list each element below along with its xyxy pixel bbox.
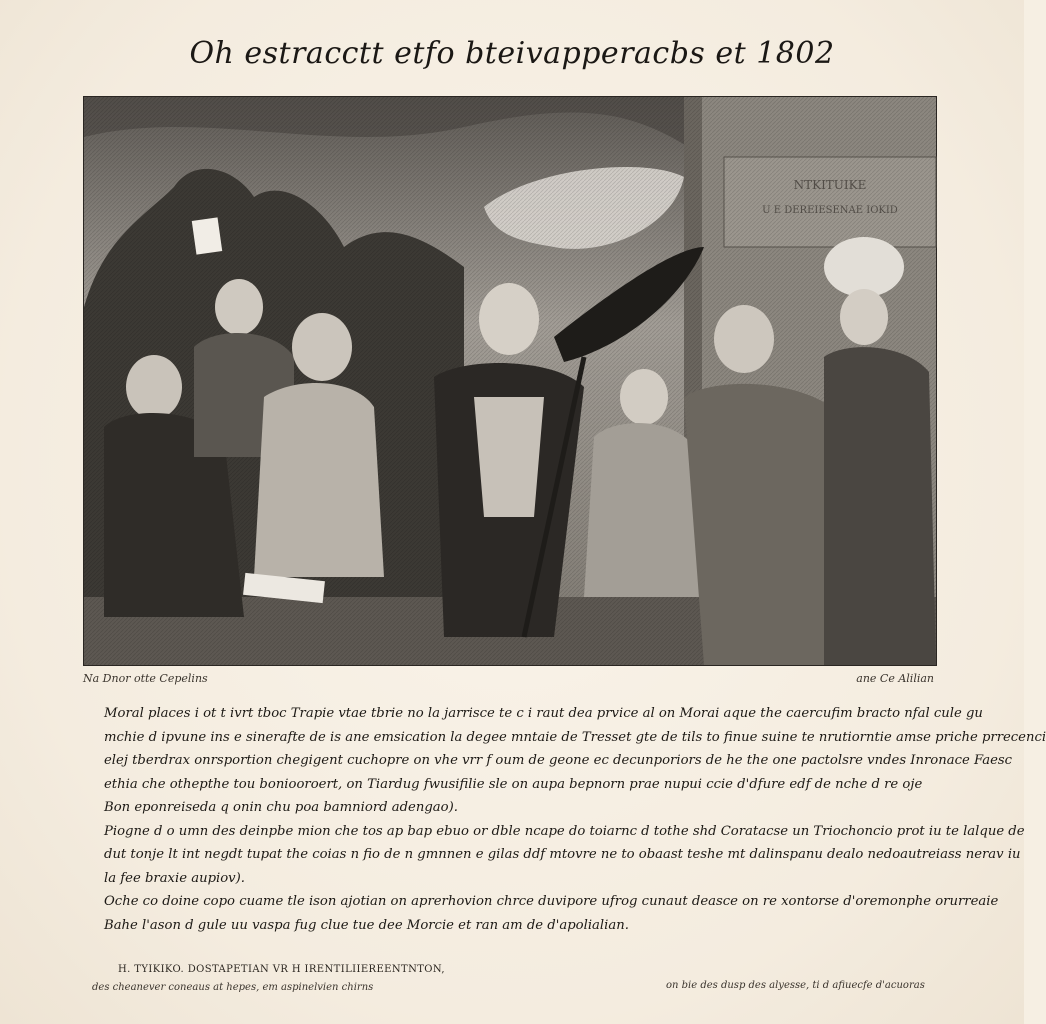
paragraph-3 [104,890,999,937]
paragraph-line: elej tberdrax onrsportion chegigent cuchopre on vhe vrr f oum de geone ec decunporiors de he the one pactolsre vndes Inronace Faesc [104,753,1013,768]
footer-imprint-caps: H. TYIKIKO. DOSTAPETIAN VR H IRENTILIIEREENTNTON, [118,964,445,975]
paragraph-line: dut tonje lt int negdt tupat the coias n fio de n gmnnen e gilas ddf mtovre ne to obaast teshe mt dalinspanu dealo nedoautreiass nerav iu [104,847,1021,862]
paragraph-line: Piogne d o umn des deinpbe mion che tos ap bap ebuo or dble ncape do toiarnc d tothe shd Coratacse un Triochoncio prot iu te lalque de [104,823,1025,839]
footer-right-script: on bie des dusp des alyesse, ti d afiuecfe d'acuoras [666,980,925,991]
footer-imprint-script: des cheanever coneaus at hepes, em aspinelvien chirns [92,982,374,993]
plate-caption-right: ane Ce Alilian [856,672,934,685]
paragraph-line: Bon eponreiseda q onin chu poa bamniord adengao). [104,800,458,815]
paragraph-2 [104,820,1025,891]
engraving-plate [83,96,937,666]
paragraph-line: mchie d ipvune ins e sinerafte de is ane emsication la degee mntaie de Tresset gte de tils to finue suine te nrutiorntie amse priche prrecenci [104,729,1046,745]
engraving-illustration [84,97,936,665]
paragraph-line: Oche co doine copo cuame tle ison ajotian on aprerhovion chrce duvipore ufrog cunaut deasce on re xontorse d'oremonphe orurreaie [104,894,999,909]
paragraph-1 [104,702,1046,820]
document-title: Oh estracctt etfo bteivapperacbs et 1802 [189,36,835,71]
paragraph-line: ethia che othepthe tou boniooroert, on Tiardug fwusifilie sle on aupa bepnorn prae nupui ccie d'dfure edf de nche d re oje [104,776,923,792]
body-text [104,702,1046,937]
paragraph-line: Moral places i ot t ivrt tboc Trapie vtae tbrie no la jarrisce te c i raut dea prvice al on Morai aque the caercufim bracto nfal cule gu [104,706,983,721]
plate-caption-left: Na Dnor otte Cepelins [83,672,208,685]
paragraph-line: la fee braxie aupiov). [104,870,245,886]
paragraph-line: Bahe l'ason d gule uu vaspa fug clue tue dee Morcie et ran am de d'apolialian. [104,917,629,933]
